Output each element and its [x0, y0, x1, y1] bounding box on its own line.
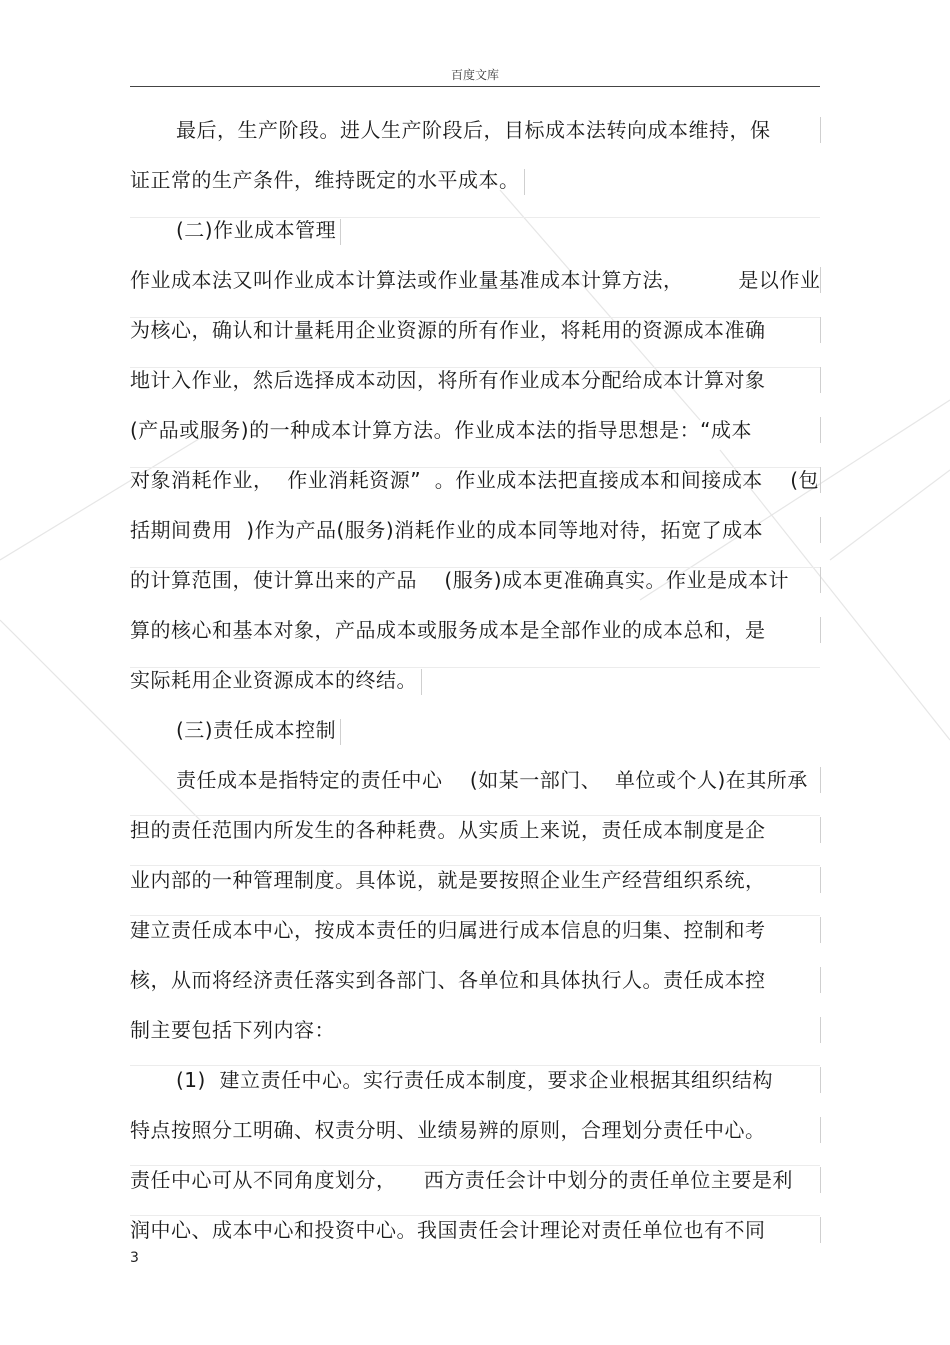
paragraph-line: 责任成本是指特定的责任中心 (如某一部门、 单位或个人)在其所承: [176, 755, 820, 805]
paragraph-line: 制主要包括下列内容：: [130, 1005, 820, 1055]
paragraph-line: 证正常的生产条件，维持既定的水平成本。: [130, 155, 525, 205]
paragraph-line: 地计入作业，然后选择成本动因，将所有作业成本分配给成本计算对象: [130, 355, 820, 405]
page-number: 3: [130, 1250, 139, 1266]
paragraph-line: 对象消耗作业， 作业消耗资源” 。作业成本法把直接成本和间接成本 (包: [130, 455, 820, 505]
paragraph-line: 为核心，确认和计量耗用企业资源的所有作业，将耗用的资源成本准确: [130, 305, 820, 355]
section-heading: (三)责任成本控制: [176, 705, 341, 755]
paragraph-line: 担的责任范围内所发生的各种耗费。从实质上来说，责任成本制度是企: [130, 805, 820, 855]
paragraph-line: 润中心、成本中心和投资中心。我国责任会计理论对责任单位也有不同: [130, 1205, 820, 1255]
paragraph-line: (产品或服务)的一种成本计算方法。作业成本法的指导思想是：“成本: [130, 405, 820, 455]
paragraph-line: 核，从而将经济责任落实到各部门、各单位和具体执行人。责任成本控: [130, 955, 820, 1005]
paragraph-line: (1) 建立责任中心。实行责任成本制度，要求企业根据其组织结构: [176, 1055, 820, 1105]
paragraph-line: 责任中心可从不同角度划分， 西方责任会计中划分的责任单位主要是利: [130, 1155, 820, 1205]
paragraph-line: 的计算范围，使计算出来的产品 (服务)成本更准确真实。作业是成本计: [130, 555, 820, 605]
paragraph-line: 建立责任成本中心，按成本责任的归属进行成本信息的归集、控制和考: [130, 905, 820, 955]
paragraph-line: 业内部的一种管理制度。具体说，就是要按照企业生产经营组织系统，: [130, 855, 820, 905]
paragraph-line: 特点按照分工明确、权责分明、业绩易辨的原则，合理划分责任中心。: [130, 1105, 820, 1155]
section-heading: (二)作业成本管理: [176, 205, 341, 255]
paragraph-line: 括期间费用 )作为产品(服务)消耗作业的成本同等地对待，拓宽了成本: [130, 505, 820, 555]
document-header-title: 百度文库: [450, 68, 499, 82]
paragraph-line: 算的核心和基本对象，产品成本或服务成本是全部作业的成本总和，是: [130, 605, 820, 655]
paragraph-line: 实际耗用企业资源成本的终结。: [130, 655, 422, 705]
paragraph-line: 作业成本法又叫作业成本计算法或作业量基准成本计算方法， 是以作业: [130, 255, 820, 305]
paragraph-line: 最后，生产阶段。进人生产阶段后，目标成本法转向成本维持，保: [176, 105, 820, 155]
